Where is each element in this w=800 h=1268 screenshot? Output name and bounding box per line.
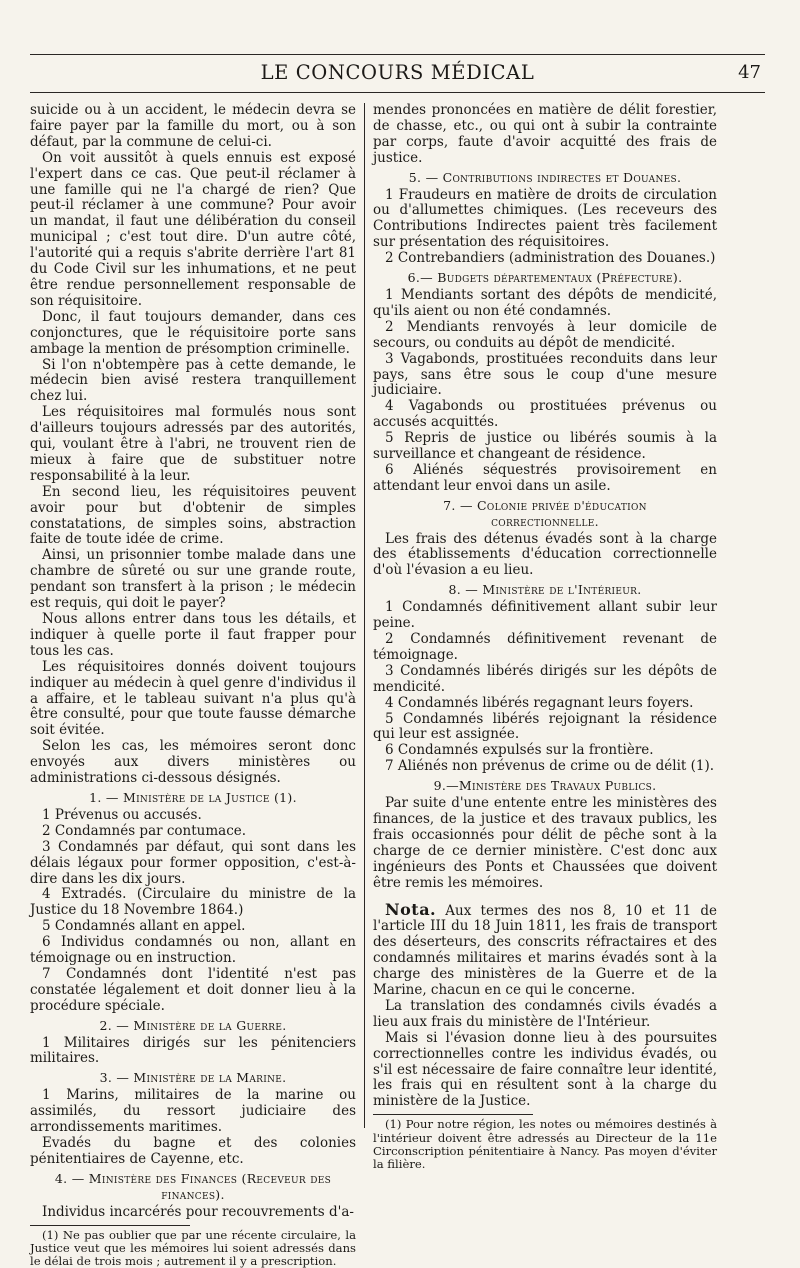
section-heading-marine: 3. — Ministère de la Marine. [99, 1070, 287, 1086]
paragraph: On voit aussitôt à quels ennuis est exposé l'expert dans ce cas. Que peut-il réclamer à une famille qui ne l'a chargé de rien? Que peut-il réclamer à une commune? Pour avoir un mandat, il faut une délibération du conseil municipal ; c'est tout dire. D'un autre côté, l'autorité qui a requis s'abrite derrière l'art 81 du Code Civil sur les inhumations, et ne peut être rendue personnellement responsable de son réquisitoire. [30, 149, 356, 309]
list-item: 4 Extradés. (Circulaire du ministre de la Justice du 18 Novembre 1864.) [30, 886, 356, 919]
list-item: 3 Condamnés par défaut, qui sont dans les délais légaux pour former opposition, c'est-à-dire dans les dix jours. [30, 838, 356, 887]
paragraph: Les réquisitoires donnés doivent toujours indiquer au médecin à quel genre d'individus il a affaire, et le tableau suivant n'a plus qu'à être consulté, pour que toute fausse démarche soit évitée. [30, 658, 356, 739]
paragraph: suicide ou à un accident, le médecin devra se faire payer par la famille du mort, ou à son défaut, par la commune de celui-ci. [30, 102, 356, 150]
journal-title: LE CONCOURS MÉDICAL [260, 61, 535, 84]
paragraph: Nous allons entrer dans tous les détails, et indiquer à quelle porte il faut frapper pour tous les cas. [30, 611, 356, 659]
nota-label: Nota. [385, 899, 437, 919]
list-item: 1 Marins, militaires de la marine ou assimilés, du ressort judiciaire des arrondissements maritimes. [30, 1087, 356, 1136]
paragraph: Si l'on n'obtempère pas à cette demande, le médecin bien avisé restera tranquillement chez lui. [30, 356, 356, 405]
section-heading-contributions: 5. — Contributions indirectes et Douanes. [408, 169, 682, 185]
list-item: 1 Prévenus ou accusés. [42, 806, 202, 823]
list-item: 3 Condamnés libérés dirigés sur les dépôts de mendicité. [373, 662, 717, 695]
list-item: 4 Vagabonds ou prostituées prévenus ou accusés acquittés. [373, 398, 717, 431]
list-item: 5 Condamnés allant en appel. [42, 918, 246, 935]
left-column [30, 103, 356, 1268]
list-item: 7 Aliénés non prévenus de crime ou de délit (1). [385, 758, 715, 775]
list-item: 1 Mendiants sortant des dépôts de mendicité, qu'ils aient ou non été condamnés. [373, 286, 717, 319]
list-item: Les frais des détenus évadés sont à la charge des établissements d'éducation correctionnelle d'où l'évasion a eu lieu. [373, 530, 717, 579]
paragraph: La translation des condamnés civils évadés a lieu aux frais du ministère de l'Intérieur. [373, 997, 717, 1030]
list-item: 7 Condamnés dont l'identité n'est pas constatée légalement et doit donner lieu à la procédure spéciale. [30, 965, 356, 1014]
list-item: 1 Fraudeurs en matière de droits de circulation ou d'allumettes chimiques. (Les receveurs des Contributions Indirectes paient très facilement sur présentation des réquisitoires. [373, 186, 717, 251]
header-rule-top [30, 54, 765, 55]
page-number: 47 [738, 62, 761, 83]
header-rule-bottom [30, 92, 765, 93]
paragraph: En second lieu, les réquisitoires peuvent avoir pour but d'obtenir de simples constatations, de simples soins, abstraction faite de toute idée de crime. [30, 483, 356, 548]
section-heading-colonie [373, 498, 717, 530]
paragraph: Selon les cas, les mémoires seront donc envoyés aux divers ministères ou administrations ci-dessous désignés. [30, 738, 356, 787]
paragraph: Par suite d'une entente entre les ministères des finances, de la justice et des travaux publics, les frais occasionnés pour délit de pêche sont à la charge de ce dernier ministère. C'est donc aux ingénieurs des Ponts et Chaussées que doivent être remis les mémoires. [373, 795, 717, 891]
section-heading-interieur: 8. — Ministère de l'Intérieur. [448, 582, 642, 598]
list-item: Individus incarcérés pour recouvrements d'a- [42, 1203, 354, 1220]
list-item: 2 Contrebandiers (administration des Douanes.) [385, 250, 716, 267]
list-item: 6 Aliénés séquestrés provisoirement en attendant leur envoi dans un asile. [373, 461, 717, 494]
list-item: 3 Vagabonds, prostituées reconduits dans leur pays, sans être sous le coup d'une mesure judiciaire. [373, 350, 717, 399]
heading-line: 7. — Colonie privée d'éducation [443, 497, 647, 513]
list-item: 1 Militaires dirigés sur les pénitenciers militaires. [30, 1034, 356, 1067]
heading-line: correctionnelle. [491, 513, 599, 529]
paragraph: Donc, il faut toujours demander, dans ces conjonctures, que le réquisitoire porte sans ambage la mention de présomption criminelle. [30, 308, 356, 357]
list-item: 2 Condamnés définitivement revenant de témoignage. [373, 631, 717, 663]
section-heading-finances: 4. — Ministère des Finances (Receveur des finances). [54, 1170, 332, 1202]
list-item: 2 Condamnés par contumace. [42, 822, 247, 839]
section-heading-travaux: 9.—Ministère des Travaux Publics. [433, 778, 657, 794]
list-item: 6 Individus condamnés ou non, allant en témoignage ou en instruction. [30, 934, 356, 967]
column-divider [364, 103, 365, 1128]
paragraph: Les réquisitoires mal formulés nous sont d'ailleurs toujours adressés par des autorités, qui, voulant être à l'abri, ne trouvent rien de mieux à faire que de substituer notre responsabilité à la leur. [30, 404, 356, 484]
section-heading-justice: 1. — Ministère de la Justice (1). [89, 789, 297, 805]
paragraph: Mais si l'évasion donne lieu à des poursuites correctionnelles contre les individus évadés, ou s'il est nécessaire de faire connaître leur identité, les frais qui en résultent sont à la charge du ministère de la Justice. [373, 1029, 717, 1110]
paragraph: mendes prononcées en matière de délit forestier, de chasse, etc., ou qui ont à subir la contrainte par corps, faute d'avoir acquitté des frais de justice. [373, 102, 717, 166]
page-header [30, 54, 765, 96]
footnote-rule [30, 1225, 190, 1226]
list-item: 2 Mendiants renvoyés à leur domicile de secours, ou conduits au dépôt de mendicité. [373, 318, 717, 351]
footnote: (1) Pour notre région, les notes ou mémoires destinés à l'intérieur doivent être adressés au Directeur de la 11e Circonscription pénitentiaire à Nancy. Pas moyen d'éviter la filière. [373, 1117, 717, 1172]
list-item: 1 Condamnés définitivement allant subir leur peine. [373, 599, 717, 632]
section-heading-guerre: 2. — Ministère de la Guerre. [99, 1017, 287, 1033]
right-column [373, 103, 717, 1171]
paragraph: Ainsi, un prisonnier tombe malade dans une chambre de sûreté ou sur une grande route, pendant son transfert à la prison ; le médecin est requis, qui doit le payer? [30, 547, 356, 612]
list-item: 6 Condamnés expulsés sur la frontière. [385, 742, 654, 759]
list-item: 4 Condamnés libérés regagnant leurs foyers. [385, 694, 694, 711]
nota-paragraph [373, 899, 717, 999]
footnote: (1) Ne pas oublier que par une récente circulaire, la Justice veut que les mémoires lui soient adressés dans le délai de trois mois ; autrement il y a prescription. [30, 1227, 356, 1268]
section-heading-budgets: 6.— Budgets départementaux (Préfecture). [407, 270, 683, 286]
footnote-rule [373, 1114, 533, 1115]
list-item: 5 Repris de justice ou libérés soumis à la surveillance et changeant de résidence. [373, 430, 717, 463]
nota-text: Aux termes des nos 8, 10 et 11 de l'article III du 18 Juin 1811, les frais de transport des déserteurs, des conscrits réfractaires et des condamnés militaires et marins évadés sont à la charge des ministères de la Guerre et de la Marine, chacun en ce qui le concerne. [373, 902, 717, 999]
list-item: Evadés du bagne et des colonies pénitentiaires de Cayenne, etc. [30, 1135, 356, 1167]
list-item: 5 Condamnés libérés rejoignant la résidence qui leur est assignée. [373, 710, 717, 743]
